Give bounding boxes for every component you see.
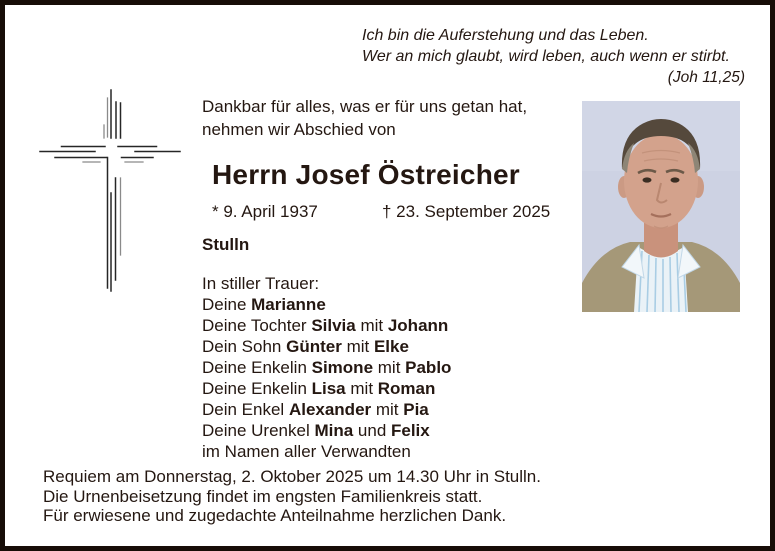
scripture-quote <box>362 25 745 88</box>
deceased-name: Herrn Josef Östreicher <box>212 159 520 190</box>
mourner-line: Dein Enkel Alexander mit Pia <box>202 400 429 419</box>
mourners-section <box>202 273 451 462</box>
mourner-line: Deine Enkelin Lisa mit Roman <box>202 379 436 398</box>
life-dates <box>212 202 550 222</box>
place-name: Stulln <box>202 235 250 254</box>
mourners-heading: In stiller Trauer: <box>202 274 320 293</box>
mourner-line: Deine Marianne <box>202 295 326 314</box>
mourner-line: Deine Enkelin Simone mit Pablo <box>202 358 452 377</box>
cross-icon <box>30 88 182 294</box>
funeral-line1: Requiem am Donnerstag, 2. Oktober 2025 um 14.30 Uhr in Stulln. <box>43 467 541 486</box>
scripture-quote-line2: Wer an mich glaubt, wird leben, auch wenn er stirbt. <box>362 48 730 65</box>
intro-line1: Dankbar für alles, was er für uns getan hat, <box>202 97 528 116</box>
birth-date: * 9. April 1937 <box>212 202 318 221</box>
scripture-quote-line1: Ich bin die Auferstehung und das Leben. <box>362 27 649 44</box>
funeral-line2: Die Urnenbeisetzung findet im engsten Familienkreis statt. <box>43 486 483 506</box>
mourner-line: Deine Urenkel Mina und Felix <box>202 421 430 440</box>
funeral-info <box>43 467 541 526</box>
portrait-photo <box>582 101 740 312</box>
mourners-list <box>202 294 451 441</box>
mourner-line: Deine Tochter Silvia mit Johann <box>202 316 449 335</box>
death-date: † 23. September 2025 <box>382 202 551 221</box>
scripture-citation: (Joh 11,25) <box>667 69 745 86</box>
intro-text <box>202 95 527 141</box>
intro-line2: nehmen wir Abschied von <box>202 120 396 139</box>
mourners-closing: im Namen aller Verwandten <box>202 442 411 461</box>
mourner-line: Dein Sohn Günter mit Elke <box>202 337 409 356</box>
funeral-line3: Für erwiesene und zugedachte Anteilnahme herzlichen Dank. <box>43 506 507 525</box>
